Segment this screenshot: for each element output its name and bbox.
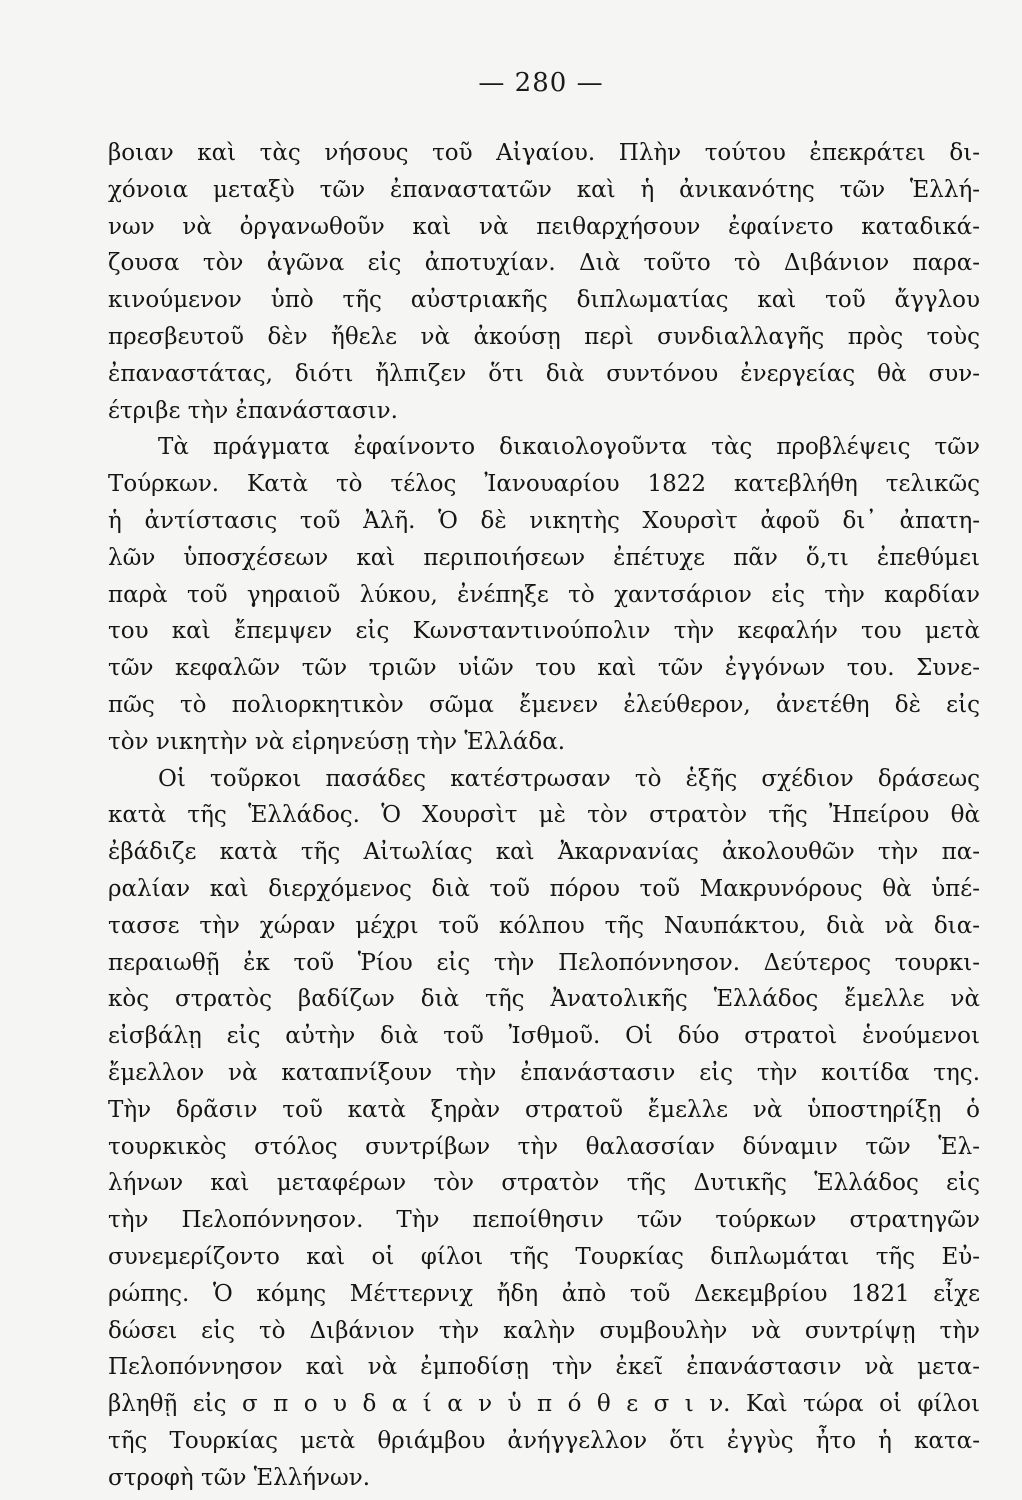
text-line: πῶς τὸ πολιορκητικὸν σῶμα ἔμενεν ἐλεύθερον, ἀνετέθη δὲ εἰς — [108, 691, 980, 718]
text-line: πρεσβευτοῦ δὲν ἤθελε νὰ ἀκούσῃ περὶ συνδιαλλαγῆς πρὸς τοὺς — [108, 323, 980, 350]
text-line: τῆς Τουρκίας μετὰ θριάμβου ἀνήγγελλον ὅτι ἐγγὺς ἦτο ἡ κατα- — [108, 1427, 980, 1454]
text-line: κὸς στρατὸς βαδίζων διὰ τῆς Ἀνατολικῆς Ἑλλάδος ἔμελλε νὰ — [108, 986, 980, 1013]
text-line: Τὴν δρᾶσιν τοῦ κατὰ ξηρὰν στρατοῦ ἔμελλε νὰ ὑποστηρίξῃ ὁ — [108, 1096, 980, 1123]
text-line: τὴν Πελοπόννησον. Τὴν πεποίθησιν τῶν τούρκων στρατηγῶν — [108, 1207, 980, 1234]
text-line: βληθῇ εἰς σ π ο υ δ α ί α ν ὑ π ό θ ε σ ι ν. Καὶ τώρα οἱ φίλοι — [108, 1391, 980, 1418]
text-line: στροφὴ τῶν Ἑλλήνων. — [108, 1464, 371, 1491]
text-line: ἐβάδιζε κατὰ τῆς Αἰτωλίας καὶ Ἀκαρνανίας ἀκολουθῶν τὴν πα- — [108, 839, 980, 866]
text-line: κινούμενον ὑπὸ τῆς αὐστριακῆς διπλωματίας καὶ τοῦ ἄγγλου — [108, 287, 980, 314]
text-line: περαιωθῇ ἐκ τοῦ Ῥίου εἰς τὴν Πελοπόννησον. Δεύτερος τουρκι- — [108, 949, 980, 976]
text-line: κατὰ τῆς Ἑλλάδος. Ὁ Χουρσὶτ μὲ τὸν στρατὸν τῆς Ἠπείρου θὰ — [108, 802, 980, 829]
text-line: νων νὰ ὀργανωθοῦν καὶ νὰ πειθαρχήσουν ἐφαίνετο καταδικά- — [108, 213, 980, 240]
text-line: βοιαν καὶ τὰς νήσους τοῦ Αἰγαίου. Πλὴν τούτου ἐπεκράτει δι- — [108, 140, 980, 166]
text-line: Πελοπόννησον καὶ νὰ ἐμποδίσῃ τὴν ἐκεῖ ἐπανάστασιν νὰ μετα- — [108, 1354, 980, 1381]
text-line: τασσε τὴν χώραν μέχρι τοῦ κόλπου τῆς Ναυπάκτου, διὰ νὰ δια- — [108, 912, 980, 939]
text-line: λῶν ὑποσχέσεων καὶ περιποιήσεων ἐπέτυχε πᾶν ὅ,τι ἐπεθύμει — [108, 544, 980, 571]
text-line: τὸν νικητὴν νὰ εἰρηνεύσῃ τὴν Ἑλλάδα. — [108, 728, 566, 755]
text-line: ραλίαν καὶ διερχόμενος διὰ τοῦ πόρου τοῦ Μακρυνόρους θὰ ὑπέ- — [108, 875, 980, 902]
text-line: Τούρκων. Κατὰ τὸ τέλος Ἰανουαρίου 1822 κατεβλήθη τελικῶς — [108, 471, 980, 498]
paragraph-first-line: Τὰ πράγματα ἐφαίνοντο δικαιολογοῦντα τὰς προβλέψεις τῶν — [158, 434, 980, 461]
text-line: ζουσα τὸν ἀγῶνα εἰς ἀποτυχίαν. Διὰ τοῦτο τὸ Διβάνιον παρα- — [108, 250, 980, 277]
text-line: λήνων καὶ μεταφέρων τὸν στρατὸν τῆς Δυτικῆς Ἑλλάδος εἰς — [108, 1170, 980, 1197]
text-line: παρὰ τοῦ γηραιοῦ λύκου, ἐνέπηξε τὸ χαντσάριον εἰς τὴν καρδίαν — [108, 581, 980, 608]
body-text — [108, 135, 980, 1496]
text-line: εἰσβάλῃ εἰς αὐτὴν διὰ τοῦ Ἰσθμοῦ. Οἱ δύο στρατοὶ ἑνούμενοι — [108, 1023, 980, 1050]
text-line: δώσει εἰς τὸ Διβάνιον τὴν καλὴν συμβουλὴν νὰ συντρίψῃ τὴν — [108, 1317, 980, 1344]
text-line: τουρκικὸς στόλος συντρίβων τὴν θαλασσίαν δύναμιν τῶν Ἑλ- — [108, 1133, 980, 1160]
text-line: έτριβε τὴν ἐπανάστασιν. — [108, 397, 398, 424]
text-line: συνεμερίζοντο καὶ οἱ φίλοι τῆς Τουρκίας διπλωμάται τῆς Εὐ- — [108, 1243, 980, 1270]
paragraph-first-line: Οἱ τοῦρκοι πασάδες κατέστρωσαν τὸ ἑξῆς σχέδιον δράσεως — [158, 765, 980, 792]
text-line: ἐπαναστάτας, διότι ἤλπιζεν ὅτι διὰ συντόνου ἐνεργείας θὰ συν- — [108, 360, 980, 387]
page-number: — 280 — — [478, 68, 604, 98]
text-line: ρώπης. Ὁ κόμης Μέττερνιχ ἤδη ἀπὸ τοῦ Δεκεμβρίου 1821 εἶχε — [108, 1280, 980, 1307]
text-line: ἡ ἀντίστασις τοῦ Ἀλῆ. Ὁ δὲ νικητὴς Χουρσὶτ ἀφοῦ δι᾿ ἀπατη- — [108, 507, 980, 534]
text-line: τῶν κεφαλῶν τῶν τριῶν υἱῶν του καὶ τῶν ἐγγόνων του. Συνε- — [108, 655, 980, 682]
text-line: χόνοια μεταξὺ τῶν ἐπαναστατῶν καὶ ἡ ἀνικανότης τῶν Ἑλλή- — [108, 176, 980, 203]
text-line: ἔμελλον νὰ καταπνίξουν τὴν ἐπανάστασιν εἰς τὴν κοιτίδα της. — [108, 1059, 980, 1086]
text-line: του καὶ ἔπεμψεν εἰς Κωνσταντινούπολιν τὴν κεφαλήν του μετὰ — [108, 618, 980, 645]
